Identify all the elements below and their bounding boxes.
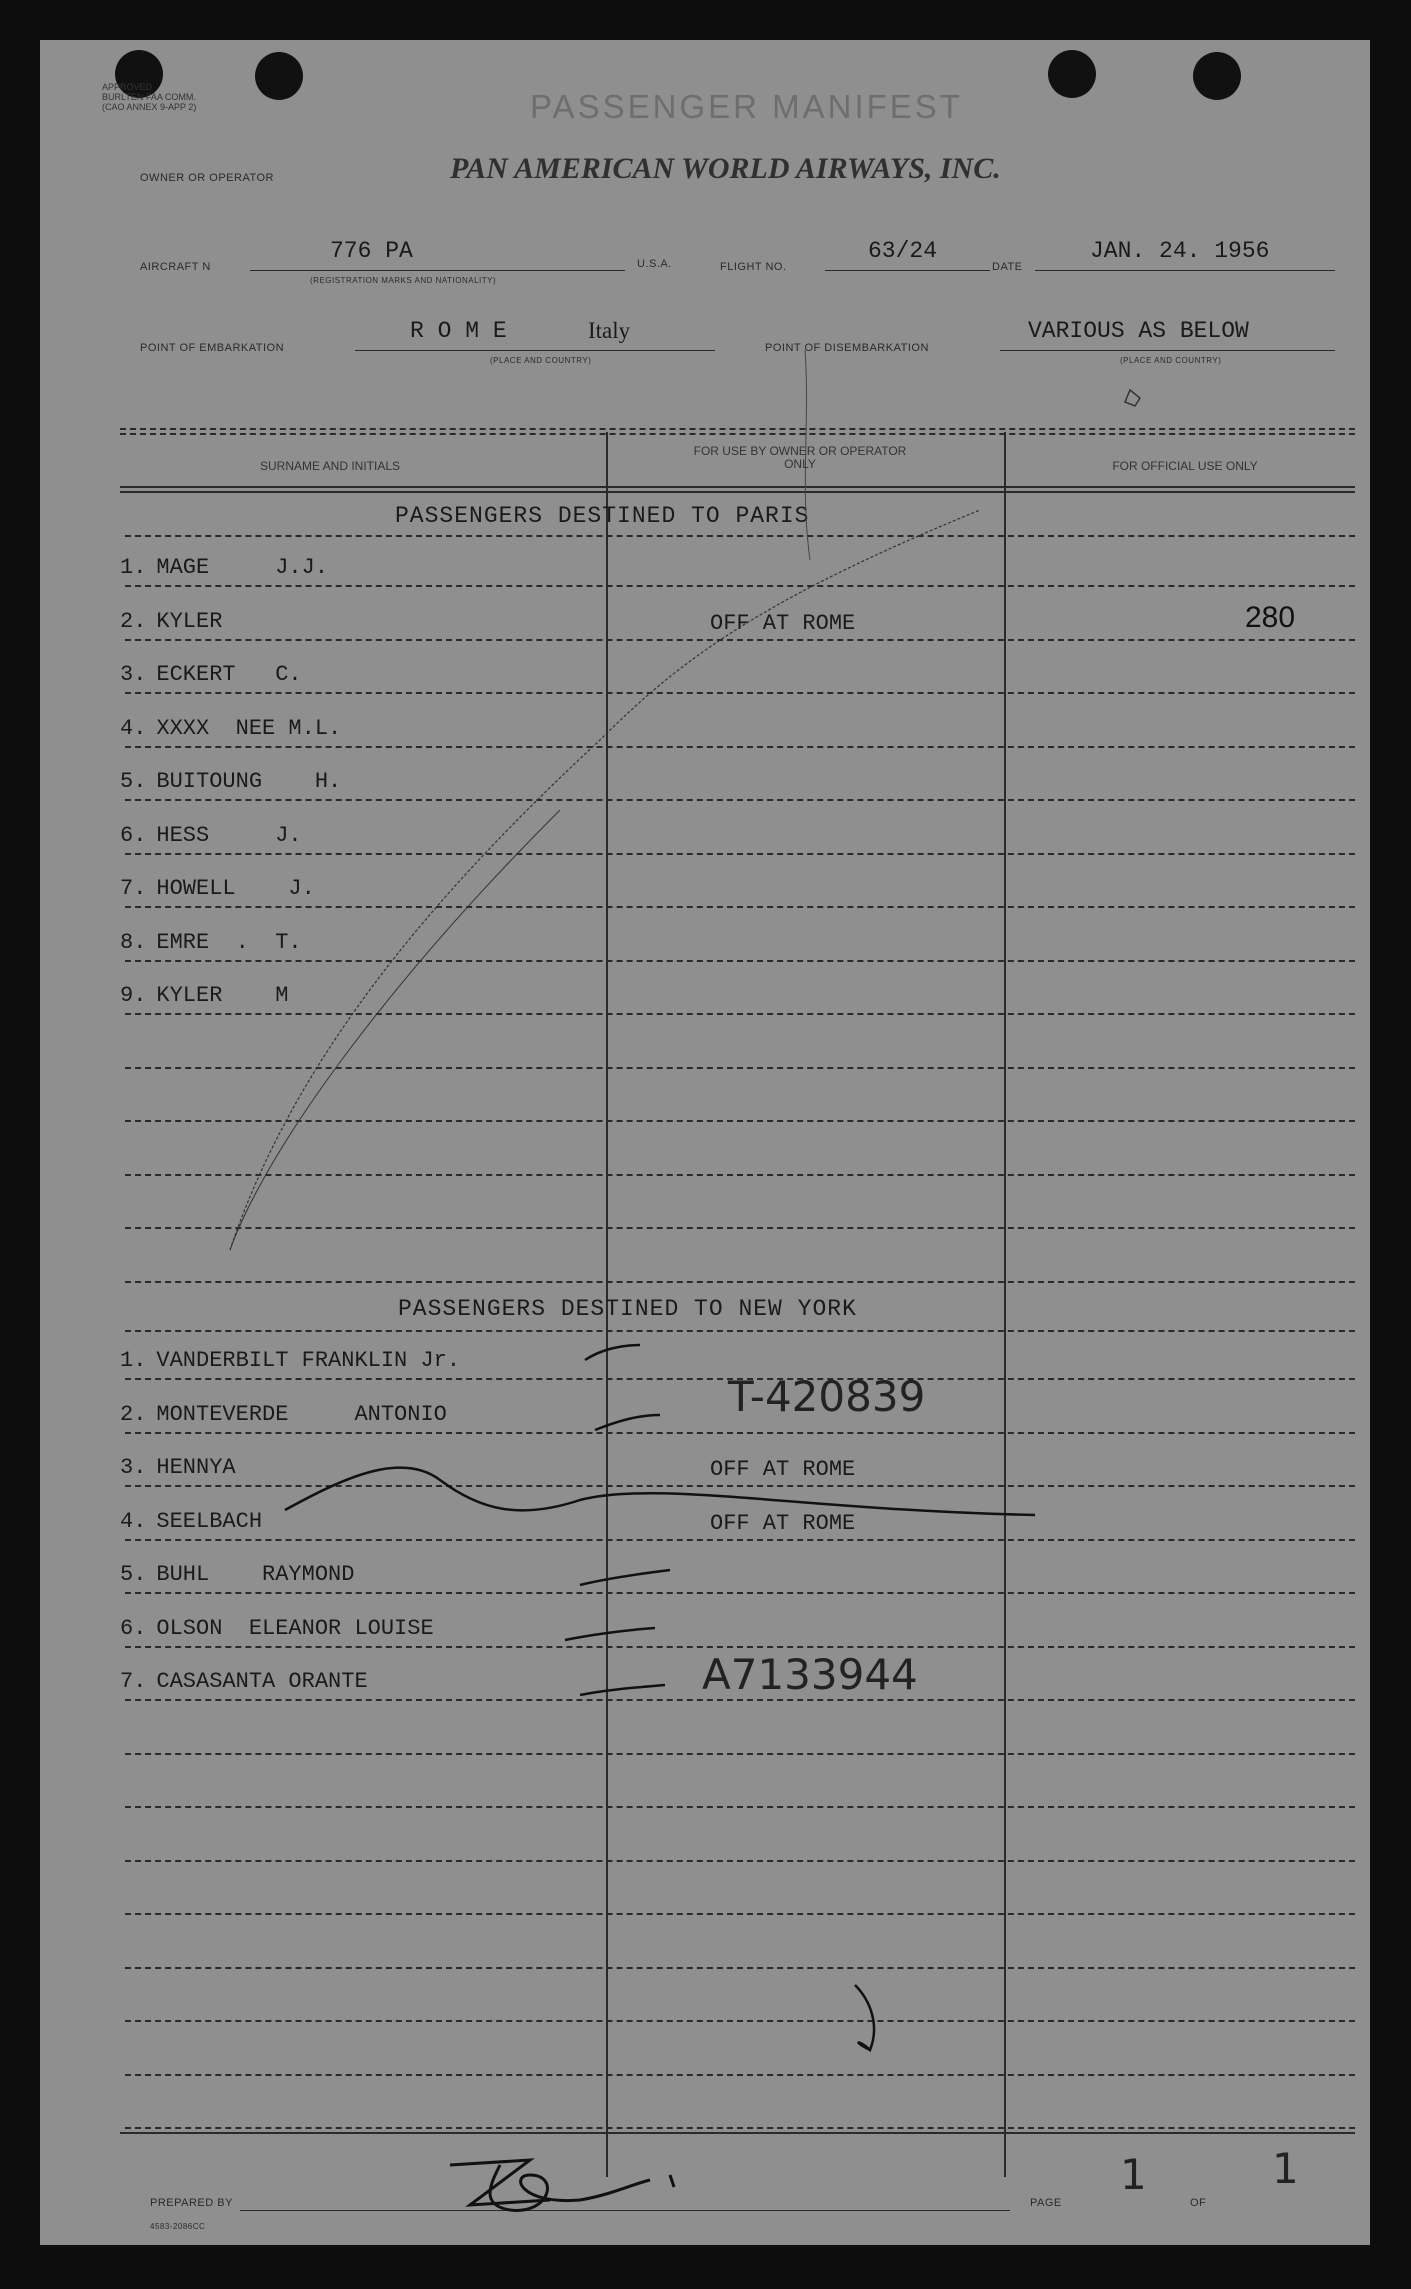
passenger-name: EMRE . T. xyxy=(156,929,302,955)
pen-mark xyxy=(855,1985,874,2050)
pencil-marks xyxy=(40,40,1370,2245)
prepared-label: PREPARED BY xyxy=(150,2197,233,2209)
approved-line: (CAO ANNEX 9-APP 2) xyxy=(102,102,197,112)
handwritten-id: A7133944 xyxy=(702,1650,918,1699)
passenger-name: MAGE J.J. xyxy=(156,555,329,580)
handwritten-id: T-420839 xyxy=(728,1372,926,1421)
passenger-name: SEELBACH xyxy=(156,1508,263,1534)
aircraft-value: 776 PA xyxy=(330,238,413,264)
aircraft-label: AIRCRAFT N xyxy=(140,261,211,273)
pen-strike xyxy=(285,1468,1035,1515)
disembark-sub: (PLACE AND COUNTRY) xyxy=(1120,356,1222,365)
row-number: 4. xyxy=(120,1508,147,1534)
embark-label: POINT OF EMBARKATION xyxy=(140,342,285,354)
approved-line: BURLTEN FAA COMM. xyxy=(102,92,196,102)
manifest-sheet xyxy=(40,40,1370,2245)
page-value: 1 xyxy=(1120,2150,1147,2199)
signature-stroke xyxy=(450,2160,674,2210)
row-number: 4. xyxy=(120,715,147,741)
passenger-name: CASASANTA ORANTE xyxy=(156,1669,368,1694)
pencil-line xyxy=(230,510,980,1250)
embark-country: Italy xyxy=(588,318,631,343)
aircraft-sub: (REGISTRATION MARKS AND NATIONALITY) xyxy=(310,276,497,285)
row-number: 3. xyxy=(120,662,147,687)
row-number: 9. xyxy=(120,983,147,1008)
passenger-name: KYLER xyxy=(156,608,223,634)
row-number: 1. xyxy=(120,1348,147,1373)
row-number: 7. xyxy=(120,876,147,901)
row-number: 3. xyxy=(120,1455,147,1480)
of-value: 1 xyxy=(1272,2144,1299,2193)
row-number: 1. xyxy=(120,555,147,580)
page-label: PAGE xyxy=(1030,2197,1062,2209)
passenger-name: MONTEVERDE ANTONIO xyxy=(156,1401,447,1427)
passenger-name: KYLER M xyxy=(156,983,289,1008)
row-number: 6. xyxy=(120,822,147,848)
owner-note: OFF AT ROME xyxy=(710,610,856,636)
pen-tick xyxy=(580,1570,670,1585)
passenger-name: BUITOUNG H. xyxy=(156,769,342,794)
pen-tick xyxy=(565,1628,655,1640)
row-number: 2. xyxy=(120,608,147,634)
form-code: 4583-2086CC xyxy=(150,2222,206,2231)
disembark-value: VARIOUS AS BELOW xyxy=(1028,318,1249,344)
page-title: PASSENGER MANIFEST xyxy=(530,88,963,125)
pen-tick xyxy=(585,1345,640,1360)
approved-line: APPROVED xyxy=(102,82,153,92)
row-number: 8. xyxy=(120,929,147,955)
pencil-line xyxy=(805,350,810,560)
row-number: 5. xyxy=(120,769,147,794)
of-label: OF xyxy=(1190,2197,1207,2209)
small-stamp-mark xyxy=(1125,390,1140,406)
signature xyxy=(440,2145,710,2225)
owner-note: OFF AT ROME xyxy=(710,1510,856,1536)
date-label: DATE xyxy=(992,261,1023,273)
embark-sub: (PLACE AND COUNTRY) xyxy=(490,356,592,365)
passenger-name: ECKERT C. xyxy=(156,662,302,687)
col-head-names: SURNAME AND INITIALS xyxy=(259,459,401,473)
row-number: 7. xyxy=(120,1669,147,1694)
passenger-name: VANDERBILT FRANKLIN Jr. xyxy=(156,1348,461,1373)
passenger-name: HESS J. xyxy=(156,822,302,848)
row-number: 6. xyxy=(120,1615,147,1641)
pen-tick xyxy=(580,1685,665,1695)
footer-rule xyxy=(120,2132,1355,2134)
row-number: 5. xyxy=(120,1562,147,1587)
passenger-name: OLSON ELEANOR LOUISE xyxy=(156,1615,434,1641)
pen-tick xyxy=(595,1415,660,1430)
passenger-name: HENNYA xyxy=(156,1455,236,1480)
col-head-owner: FOR USE BY OWNER OR OPERATOR ONLY xyxy=(693,444,907,471)
passenger-name: XXXX NEE M.L. xyxy=(156,715,342,741)
flight-label: FLIGHT NO. xyxy=(720,261,787,273)
owner-label: OWNER OR OPERATOR xyxy=(140,172,274,184)
embark-value: R O M E xyxy=(410,318,507,344)
paris-heading: PASSENGERS DESTINED TO PARIS xyxy=(395,503,810,529)
usa-label: U.S.A. xyxy=(637,258,672,270)
flight-value: 63/24 xyxy=(868,238,938,264)
passenger-name: BUHL RAYMOND xyxy=(156,1562,355,1587)
company-name: PAN AMERICAN WORLD AIRWAYS, INC. xyxy=(450,152,1001,185)
disembark-label: POINT OF DISEMBARKATION xyxy=(765,342,929,354)
ny-heading: PASSENGERS DESTINED TO NEW YORK xyxy=(398,1296,857,1322)
date-value: JAN. 24. 1956 xyxy=(1090,238,1270,264)
pencil-line xyxy=(230,810,560,1250)
owner-note: OFF AT ROME xyxy=(710,1457,856,1482)
row-number: 2. xyxy=(120,1401,147,1427)
passenger-name: HOWELL J. xyxy=(156,876,315,901)
col-head-official: FOR OFFICIAL USE ONLY xyxy=(1112,459,1258,473)
official-note: 280 xyxy=(1245,600,1296,634)
